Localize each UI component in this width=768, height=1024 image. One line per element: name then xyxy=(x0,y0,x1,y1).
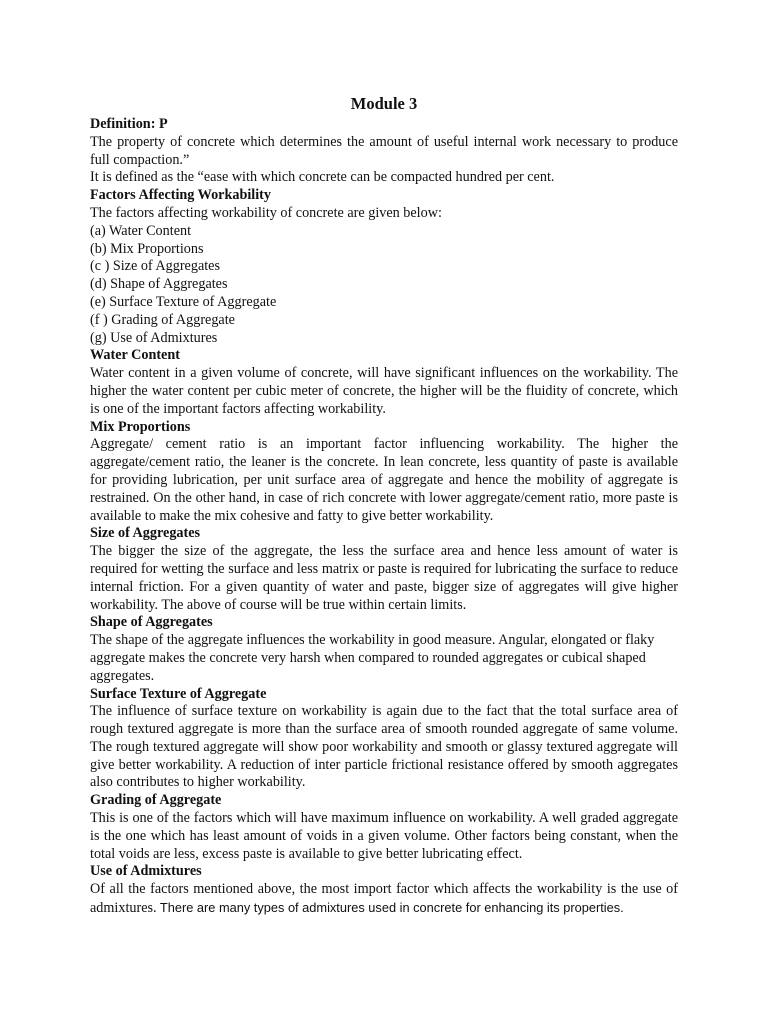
list-item: (g) Use of Admixtures xyxy=(90,329,218,346)
factors-intro: The factors affecting workability of concrete are given below: xyxy=(90,204,442,221)
water-content-heading: Water Content xyxy=(90,347,180,364)
definition-text-2: It is defined as the “ease with which concrete can be compacted hundred per cent. xyxy=(90,169,555,186)
list-item: (c ) Size of Aggregates xyxy=(90,258,221,275)
size-of-aggregates-heading: Size of Aggregates xyxy=(90,525,201,542)
document-page xyxy=(90,94,678,918)
surface-texture-heading: Surface Texture of Aggregate xyxy=(90,685,267,702)
list-item: (d) Shape of Aggregates xyxy=(90,276,228,293)
shape-of-aggregates-heading: Shape of Aggregates xyxy=(90,614,213,631)
page-title: Module 3 xyxy=(350,94,418,113)
definition-heading: Definition: P xyxy=(90,116,168,132)
list-item: (b) Mix Proportions xyxy=(90,240,204,257)
surface-texture-text: The influence of surface texture on workability is again due to the fact that the total surface area of rough textured aggregate is more than the surface area of smooth rounded aggregate of same volume. The rough textured aggregate will show poor workability and smooth or glassy textured aggregate will give better workability. A reduction of inter particle frictional resistance offered by smooth aggregates also contributes to higher workability. xyxy=(90,703,678,791)
list-item: (a) Water Content xyxy=(90,222,192,239)
grading-text: This is one of the factors which will have maximum influence on workability. A well graded aggregate is the one which has least amount of voids in a given volume. Other factors being constant, when the total voids are less, excess paste is available to give better lubricating effect. xyxy=(90,810,678,862)
water-content-text: Water content in a given volume of concrete, will have significant influences on the workability. The higher the water content per cubic meter of concrete, the higher will be the fluidity of concrete, which is one of the important factors affecting workability. xyxy=(90,365,678,417)
factors-list xyxy=(90,223,678,348)
shape-of-aggregates-text: The shape of the aggregate influences the workability in good measure. Angular, elongated or flaky aggregate makes the concrete very harsh when compared to rounded aggregates or cubical shaped aggregates. xyxy=(90,632,655,684)
mix-proportions-text: Aggregate/ cement ratio is an important factor influencing workability. The higher the aggregate/cement ratio, the leaner is the concrete. In lean concrete, less quantity of paste is available for providing lubrication, per unit surface area of aggregate and hence the mobility of aggregate is restrained. On the other hand, in case of rich concrete with lower aggregate/cement ratio, more paste is available to make the mix cohesive and fatty to give better workability. xyxy=(90,436,678,524)
admixtures-text-serif: Of all the factors mentioned above, the most import factor which affects the workability is the use of admixtures. xyxy=(90,881,678,917)
mix-proportions-heading: Mix Proportions xyxy=(90,418,191,435)
factors-heading: Factors Affecting Workability xyxy=(90,187,271,204)
admixtures-text xyxy=(90,881,678,918)
admixtures-text-sans: There are many types of admixtures used in concrete for enhancing its properties. xyxy=(156,900,624,916)
admixtures-heading: Use of Admixtures xyxy=(90,863,202,880)
size-of-aggregates-text: The bigger the size of the aggregate, the less the surface area and hence less amount of water is required for wetting the surface and less matrix or paste is required for lubricating the surface to reduce internal friction. For a given quantity of water and paste, bigger size of aggregates will give higher workability. The above of course will be true within certain limits. xyxy=(90,543,678,613)
definition-text: The property of concrete which determines the amount of useful internal work necessary to produce full compaction.” xyxy=(90,133,678,168)
list-item: (e) Surface Texture of Aggregate xyxy=(90,293,277,310)
list-item: (f ) Grading of Aggregate xyxy=(90,311,235,328)
grading-heading: Grading of Aggregate xyxy=(90,792,222,809)
